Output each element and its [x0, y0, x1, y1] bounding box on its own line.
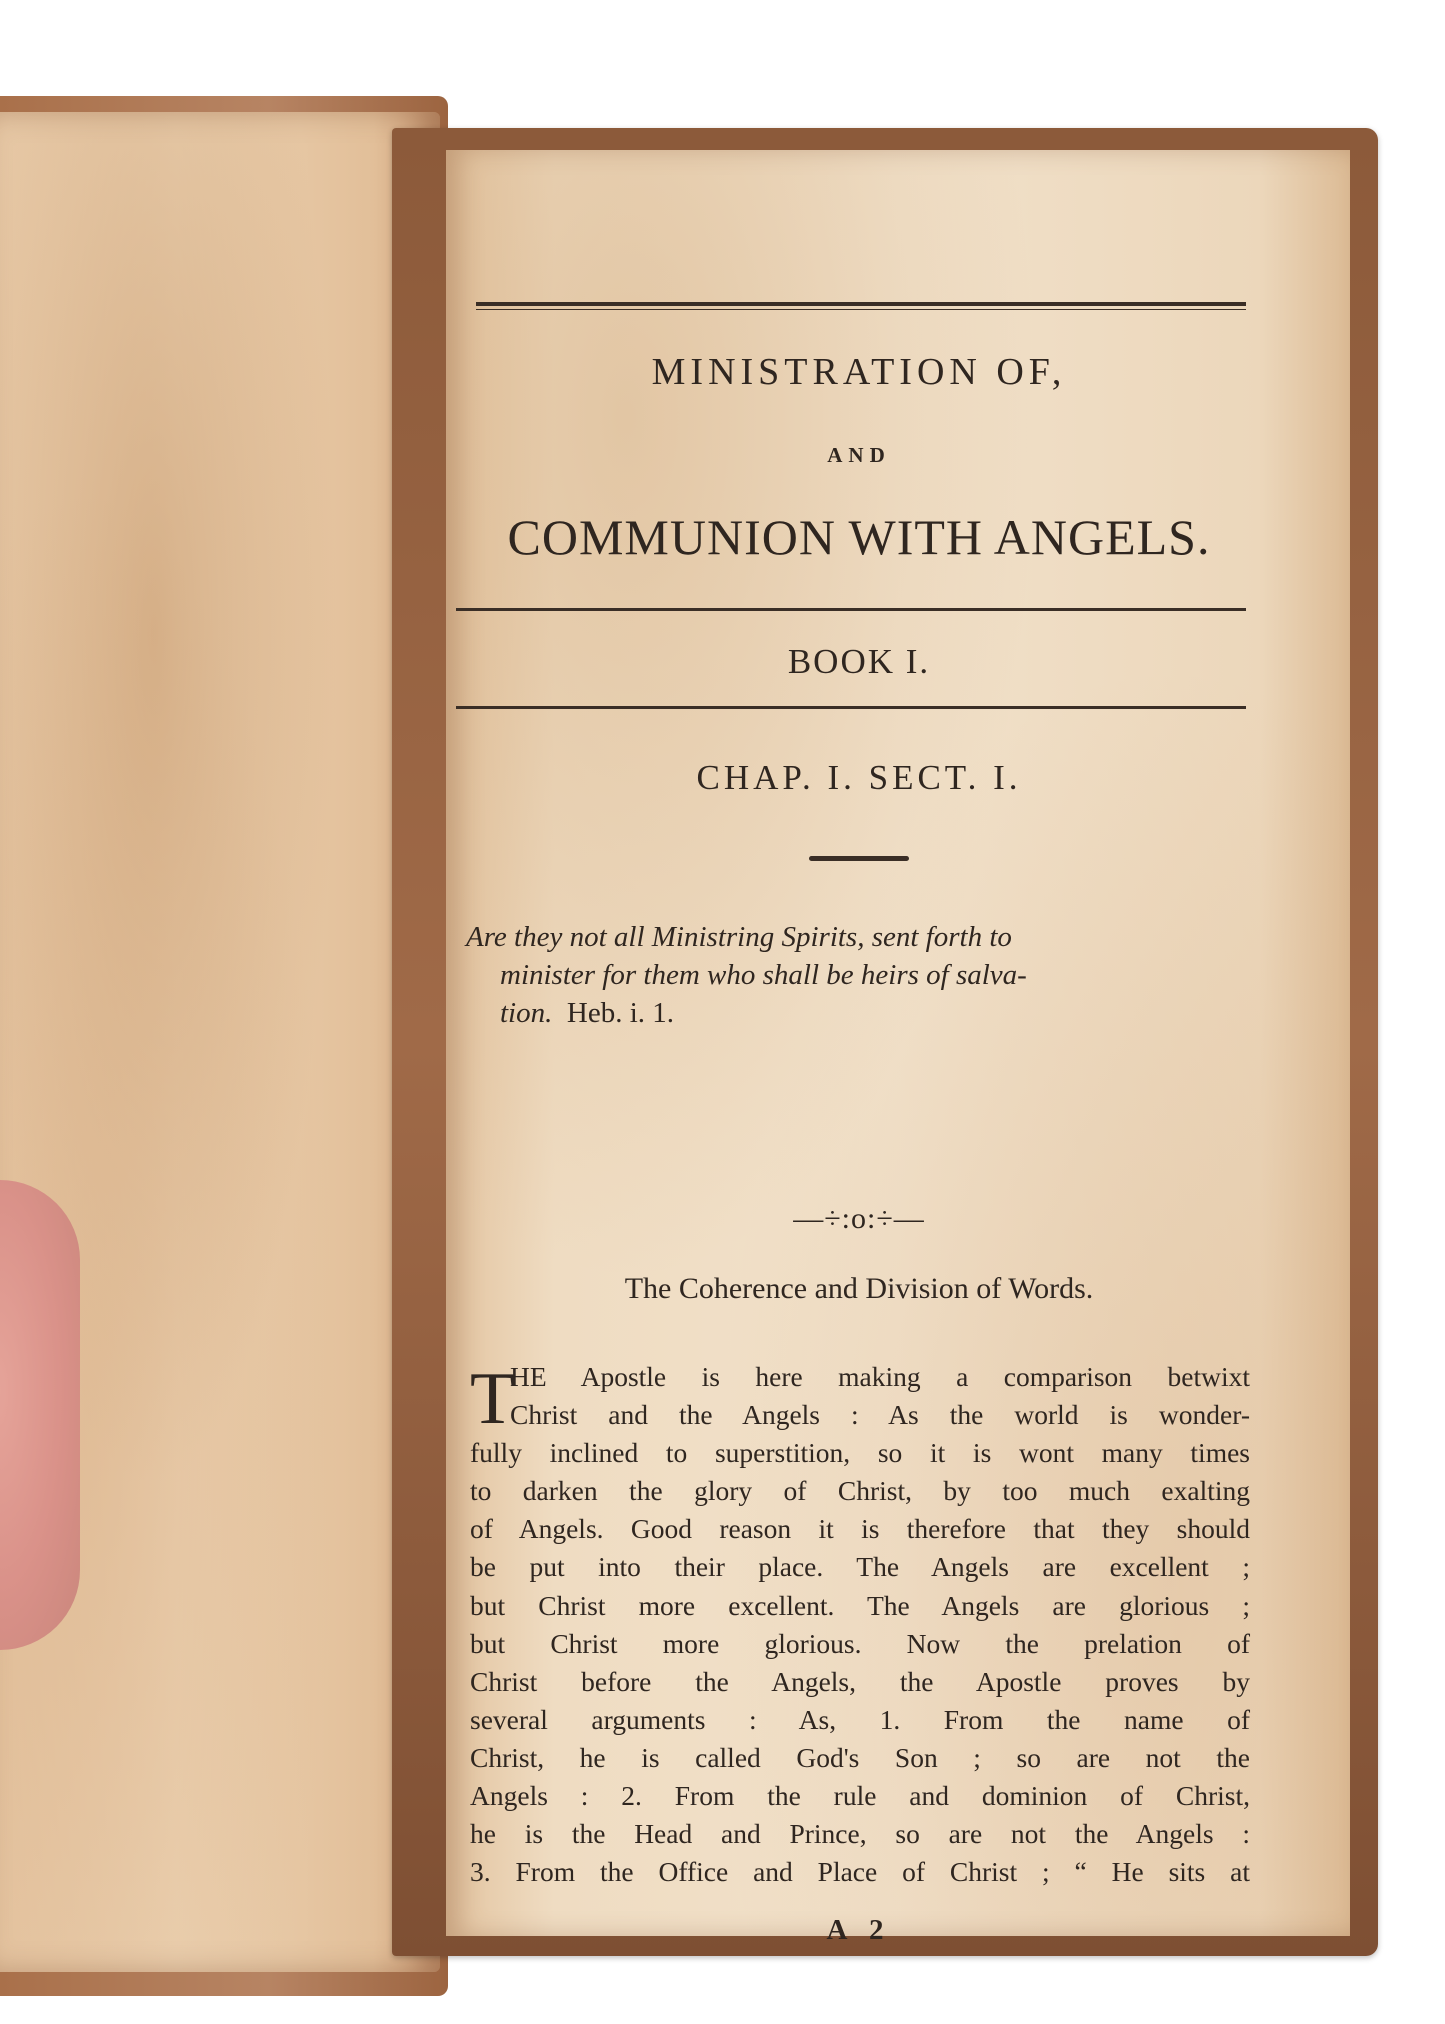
- rule-above-book: [456, 608, 1246, 611]
- body-line: 3. From the Office and Place of Christ ; “ He sits at: [470, 1856, 1250, 1888]
- left-facing-page: [0, 112, 440, 1972]
- epigraph-reference: Heb. i. 1.: [566, 997, 674, 1029]
- running-title-line1: MINISTRATION OF,: [651, 351, 1067, 393]
- printed-page: [446, 150, 1350, 1946]
- book-heading: BOOK I.: [787, 642, 931, 681]
- signature-mark: A 2: [826, 1914, 892, 1946]
- body-line: he is the Head and Prince, so are not the Angels :: [470, 1818, 1250, 1850]
- rule-below-book: [456, 706, 1246, 709]
- body-line: Angels : 2. From the rule and dominion of Christ,: [470, 1780, 1250, 1812]
- top-double-rule: [476, 302, 1246, 310]
- drop-cap: T: [470, 1358, 516, 1440]
- ornament-divider: —÷:o:÷—: [793, 1202, 925, 1235]
- ornament-dash: [809, 856, 909, 861]
- body-line: of Angels. Good reason it is therefore that they should: [470, 1513, 1250, 1545]
- body-line: Christ, he is called God's Son ; so are not the: [470, 1741, 1250, 1773]
- body-line: HE Apostle is here making a comparison betwixt: [510, 1361, 1250, 1392]
- body-line: to darken the glory of Christ, by too much exalting: [470, 1475, 1250, 1507]
- running-title-line3: COMMUNION WITH ANGELS.: [507, 509, 1211, 565]
- body-line: several arguments : As, 1. From the name of: [470, 1703, 1250, 1735]
- section-title: The Coherence and Division of Words.: [624, 1272, 1094, 1305]
- body-line: Christ before the Angels, the Apostle proves by: [470, 1665, 1250, 1697]
- body-line: Christ and the Angels : As the world is wonder-: [510, 1399, 1250, 1431]
- body-line: but Christ more glorious. Now the prelation of: [470, 1627, 1250, 1659]
- epigraph-text: tion.: [500, 997, 553, 1029]
- finger: [0, 1180, 80, 1650]
- body-text: [470, 1358, 1250, 1891]
- body-line: but Christ more excellent. The Angels are glorious ;: [470, 1589, 1250, 1621]
- body-line: be put into their place. The Angels are excellent ;: [470, 1551, 1250, 1583]
- epigraph-line: [466, 994, 1246, 1032]
- epigraph: [466, 918, 1246, 1032]
- epigraph-line: minister for them who shall be heirs of salva-: [500, 959, 1027, 991]
- epigraph-line: Are they not all Ministring Spirits, sent forth to: [466, 921, 1012, 953]
- running-title-line2: AND: [827, 443, 891, 467]
- body-line: fully inclined to superstition, so it is wont many times: [470, 1437, 1250, 1469]
- chapter-heading: CHAP. I. SECT. I.: [696, 758, 1022, 797]
